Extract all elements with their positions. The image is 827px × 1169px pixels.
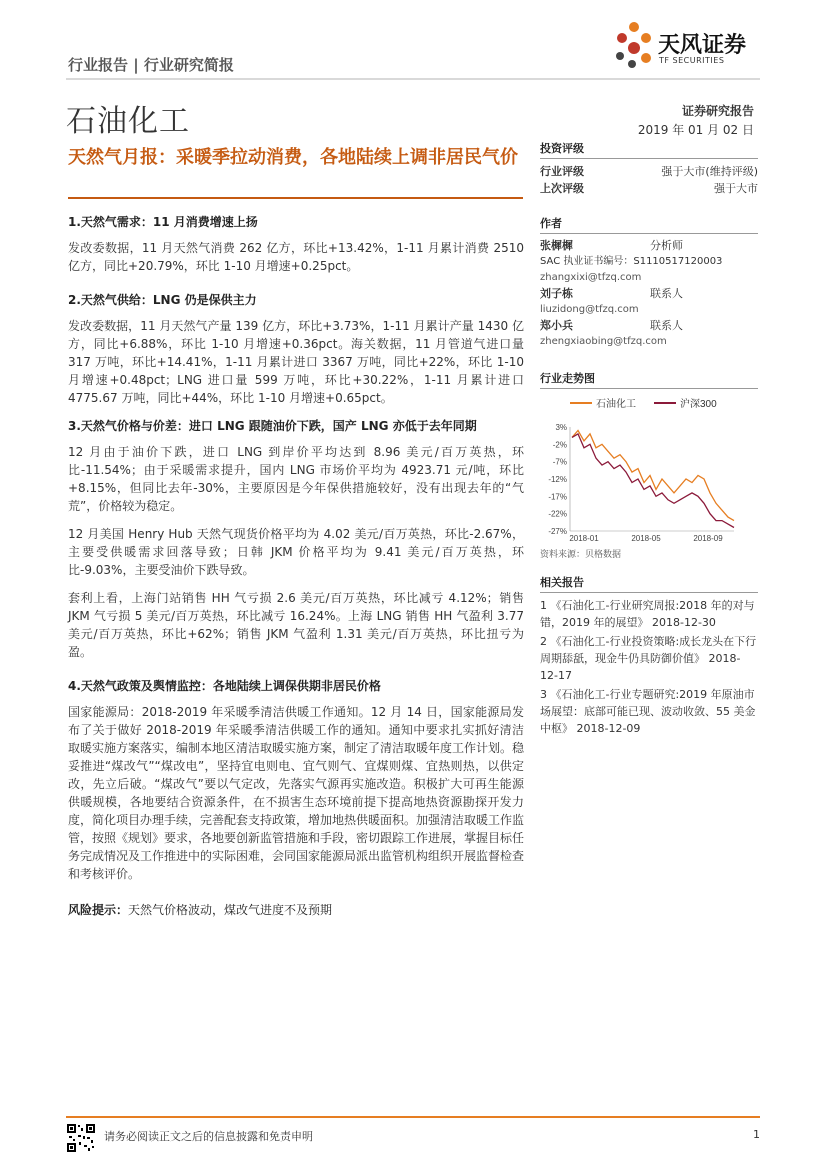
report-category: 行业报告 | 行业研究简报 <box>68 56 234 74</box>
author-email[interactable]: zhengxiaobing@tfzq.com <box>540 336 667 347</box>
author-entry <box>540 318 758 350</box>
author-name: 张樨樨 <box>540 239 573 252</box>
y-tick-label: -17% <box>548 492 567 502</box>
section-heading: 2.天然气供给：LNG 仍是保供主力 <box>68 293 257 307</box>
trend-chart <box>540 393 758 543</box>
rating-heading: 投资评级 <box>540 140 758 159</box>
related-report-item[interactable]: 3 《石油化工-行业专题研究:2019 年原油市场展望：底部可能已现、波动收敛、55 美金中枢》 2018-12-09 <box>540 688 756 735</box>
rating-value: 强于大市(维持评级) <box>661 165 758 178</box>
trend-chart-svg <box>540 393 758 543</box>
paragraph: 12 月美国 Henry Hub 天然气现货价格平均为 4.02 美元/百万英热，环比-2.67%，主要受供暖需求回落导致；日韩 JKM 价格平均为 9.41 美元/百万英热，环比-9.03%，主要受油价下跌导致。 <box>68 527 524 577</box>
company-logo <box>612 20 762 74</box>
related-report-item[interactable]: 2 《石油化工-行业投资策略:成长龙头在下行周期舔舐，现金牛仍具防御价值》 2018-12-17 <box>540 635 757 682</box>
paragraph: 发改委数据，11 月天然气产量 139 亿方，环比+3.73%，1-11 月累计产量 1430 亿方，同比+6.88%，环比 1-10 月增速+0.36pct。海关数据，11 月管道气进口量 317 万吨，环比+14.41%，1-11 月累计进口 3367 万吨，同比+22%，环比 1-10 月增速+0.48pct；LNG 进口量 599 万吨，环比+30.22%，1-11 月累计进口 4775.67 万吨，同比+44%，环比 1-10 月增速+0.65pct。 <box>68 319 524 405</box>
risk-label: 风险提示： <box>68 903 129 917</box>
paragraph: 12 月由于油价下跌，进口 LNG 到岸价平均达到 8.96 美元/百万英热，环比-11.54%；由于采暖需求提升，国内 LNG 市场价平均为 4923.71 元/吨，环比+8.15%，但同比去年-30%，主要原因是今年保供措施较好，没有出现去年的“气荒”，价格较为稳定。 <box>68 445 524 513</box>
section-demand <box>68 213 524 275</box>
y-tick-label: -2% <box>552 440 567 450</box>
legend-label: 沪深300 <box>680 399 717 410</box>
trend-heading: 行业走势图 <box>540 370 758 389</box>
x-tick-label: 2018-05 <box>631 534 661 543</box>
author-role: 联系人 <box>650 319 683 332</box>
legend-label: 石油化工 <box>596 399 636 410</box>
paragraph: 发改委数据，11 月天然气消费 262 亿方，环比+13.42%，1-11 月累计消费 2510 亿方，同比+20.79%，环比 1-10 月增速+0.25pct。 <box>68 241 524 273</box>
rating-row <box>540 180 758 197</box>
chart-source: 资料来源：贝格数据 <box>540 550 622 560</box>
author-email[interactable]: zhangxixi@tfzq.com <box>540 272 642 283</box>
report-type: 证券研究报告 <box>681 104 754 118</box>
title-underline <box>68 197 523 199</box>
author-name: 郑小兵 <box>540 319 573 332</box>
y-tick-label: -27% <box>548 527 567 536</box>
author-heading: 作者 <box>540 215 758 234</box>
page-number: 1 <box>753 1128 760 1141</box>
section-policy <box>68 677 524 883</box>
x-tick-label: 2018-09 <box>693 534 723 543</box>
qr-code-icon <box>66 1123 96 1153</box>
main-content <box>68 213 524 919</box>
y-tick-label: -12% <box>548 475 567 484</box>
report-title: 天然气月报：采暖季拉动消费，各地陆续上调非居民气价 <box>68 147 518 168</box>
footer-divider <box>66 1116 760 1118</box>
risk-text: 天然气价格波动，煤改气进度不及预期 <box>128 903 333 917</box>
risk-warning <box>68 901 524 919</box>
sidebar <box>540 140 758 739</box>
section-heading: 4.天然气政策及舆情监控：各地陆续上调保供期非居民价格 <box>68 679 381 693</box>
section-price <box>68 417 524 661</box>
rating-value: 强于大市 <box>714 182 758 195</box>
related-report-item[interactable]: 1 《石油化工-行业研究周报:2018 年的对与错，2019 年的展望》 2018-12-30 <box>540 599 755 629</box>
logo-mark-icon <box>612 20 656 70</box>
x-tick-label: 2018-01 <box>569 534 599 543</box>
cert-label: SAC 执业证书编号： <box>540 256 634 267</box>
cert-number: S1110517120003 <box>633 256 723 267</box>
rating-key: 行业评级 <box>540 165 584 178</box>
author-role: 联系人 <box>650 287 683 300</box>
paragraph: 国家能源局：2018-2019 年采暖季清洁供暖工作通知。12 月 14 日，国家能源局发布了关于做好 2018-2019 年采暖季清洁供暖工作的通知。通知中要求扎实抓好清洁取暖实施方案落实，编制本地区清洁取暖实施方案，制定了清洁取暖年度工作计划。稳妥推进“煤改气”“煤改电”，坚持宜电则电、宜气则气、宜煤则煤、宜热则热，以供定改，先立后破。“煤改气”要以气定改，先落实气源再实施改造。积极扩大可再生能源供暖规模，各地要结合资源条件，在不损害生态环境前提下提高地热资源勘探开发力度，简化项目办理手续，完善配套支持政策，增加地热供暖面积。加强清洁取暖工作监管，按照《规划》要求，各地要创新监管措施和手段，密切跟踪工作进展，掌握目标任务完成情况及工作推进中的实际困难，会同国家能源局派出监管机构组织开展监督检查和考核评价。 <box>68 705 525 881</box>
y-tick-label: -7% <box>552 457 567 467</box>
author-name: 刘子栋 <box>540 287 573 300</box>
sector-title: 石油化工 <box>66 104 190 139</box>
rating-row <box>540 163 758 180</box>
footer-disclaimer: 请务必阅读正文之后的信息披露和免责申明 <box>104 1130 313 1143</box>
y-tick-label: 3% <box>555 423 567 432</box>
logo-chinese-name: 天风证券 <box>658 33 747 58</box>
header-divider <box>66 78 760 80</box>
related-heading: 相关报告 <box>540 574 758 593</box>
paragraph: 套利上看，上海门站销售 HH 气亏损 2.6 美元/百万英热，环比减亏 4.12%；销售 JKM 气亏损 5 美元/百万英热，环比减亏 16.24%。上海 LNG 销售 HH 气盈利 3.77 美元/百万英热，环比+62%；销售 JKM 气盈利 1.31 美元/百万英热，环比扭亏为盈。 <box>68 591 524 659</box>
section-heading: 1.天然气需求：11 月消费增速上扬 <box>68 215 258 229</box>
author-role: 分析师 <box>650 239 683 252</box>
logo-english-name: TF SECURITIES <box>659 56 725 65</box>
rating-key: 上次评级 <box>540 182 584 195</box>
author-email[interactable]: liuzidong@tfzq.com <box>540 304 639 315</box>
section-heading: 3.天然气价格与价差：进口 LNG 跟随油价下跌，国产 LNG 亦低于去年同期 <box>68 419 477 433</box>
series-line <box>572 431 734 521</box>
section-supply <box>68 291 524 407</box>
report-date: 2019 年 01 月 02 日 <box>637 123 754 137</box>
author-entry <box>540 238 758 286</box>
author-entry <box>540 286 758 318</box>
y-tick-label: -22% <box>548 509 567 519</box>
